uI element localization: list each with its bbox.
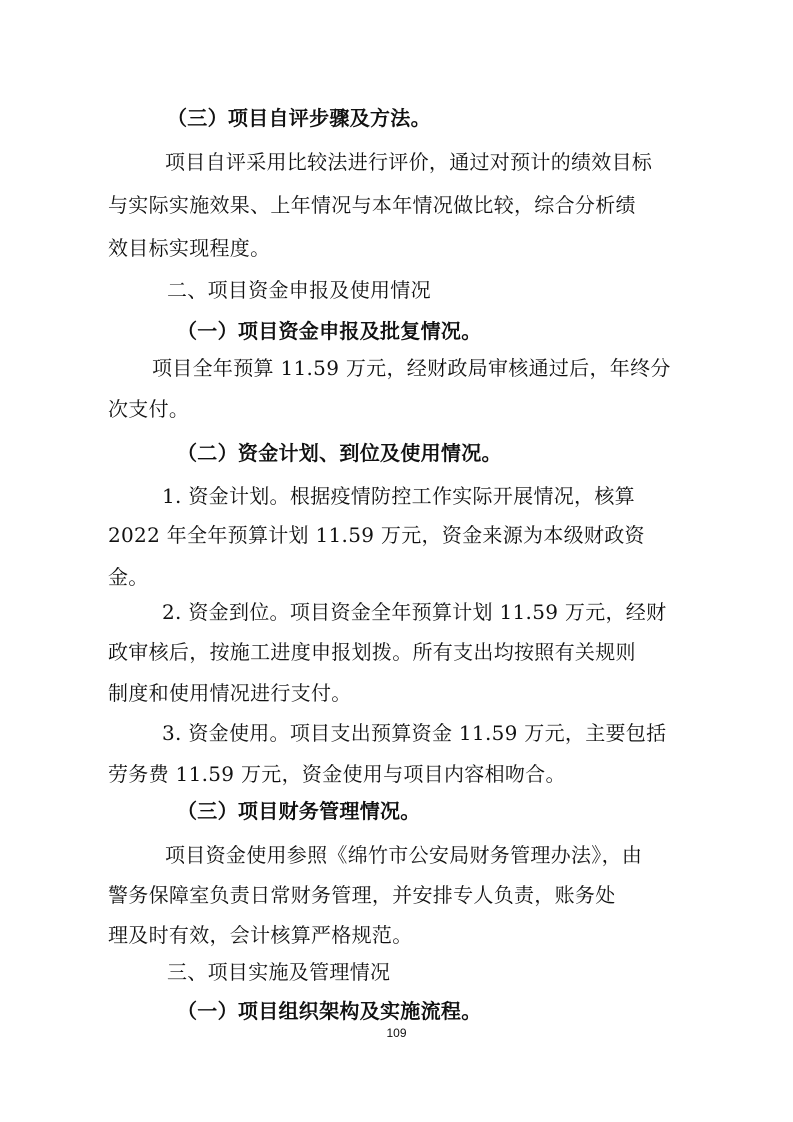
paragraph-line: 与实际实施效果、上年情况与本年情况做比较，综合分析绩 [108, 193, 636, 217]
paragraph-line: 效目标实现程度。 [108, 236, 271, 260]
paragraph-line: 项目资金使用参照《绵竹市公安局财务管理办法》，由 [165, 843, 643, 867]
paragraph-line: 金。 [108, 565, 149, 589]
paragraph-line: 劳务费 11.59 万元，资金使用与项目内容相吻合。 [108, 762, 566, 786]
section-heading-financial-management: （三）项目财务管理情况。 [177, 799, 421, 823]
paragraph-line: 2. 资金到位。项目资金全年预算计划 11.59 万元，经财 [162, 600, 667, 624]
section-heading-funding-approval: （一）项目资金申报及批复情况。 [177, 319, 482, 343]
paragraph-line: 政审核后，按施工进度申报划拨。所有支出均按照有关规则 [108, 640, 636, 664]
paragraph-line: 次支付。 [108, 397, 190, 421]
paragraph-line: 项目自评采用比较法进行评价，通过对预计的绩效目标 [165, 150, 653, 174]
paragraph-line: 2022 年全年预算计划 11.59 万元，资金来源为本级财政资 [108, 523, 645, 547]
section-heading-organization: （一）项目组织架构及实施流程。 [177, 999, 482, 1023]
paragraph-line: 理及时有效，会计核算严格规范。 [108, 923, 413, 947]
paragraph-line: 3. 资金使用。项目支出预算资金 11.59 万元，主要包括 [162, 721, 667, 745]
chapter-heading-funding: 二、项目资金申报及使用情况 [167, 278, 431, 302]
paragraph-line: 制度和使用情况进行支付。 [108, 681, 352, 705]
paragraph-line: 1. 资金计划。根据疫情防控工作实际开展情况，核算 [162, 484, 635, 508]
paragraph-line: 项目全年预算 11.59 万元，经财政局审核通过后，年终分 [152, 356, 671, 380]
paragraph-line: 警务保障室负责日常财务管理，并安排专人负责，账务处 [108, 883, 616, 907]
chapter-heading-implementation: 三、项目实施及管理情况 [167, 960, 391, 984]
section-heading-self-evaluation-steps: （三）项目自评步骤及方法。 [167, 106, 431, 130]
page-number: 109 [386, 1026, 407, 1040]
section-heading-funding-plan: （二）资金计划、到位及使用情况。 [177, 441, 502, 465]
